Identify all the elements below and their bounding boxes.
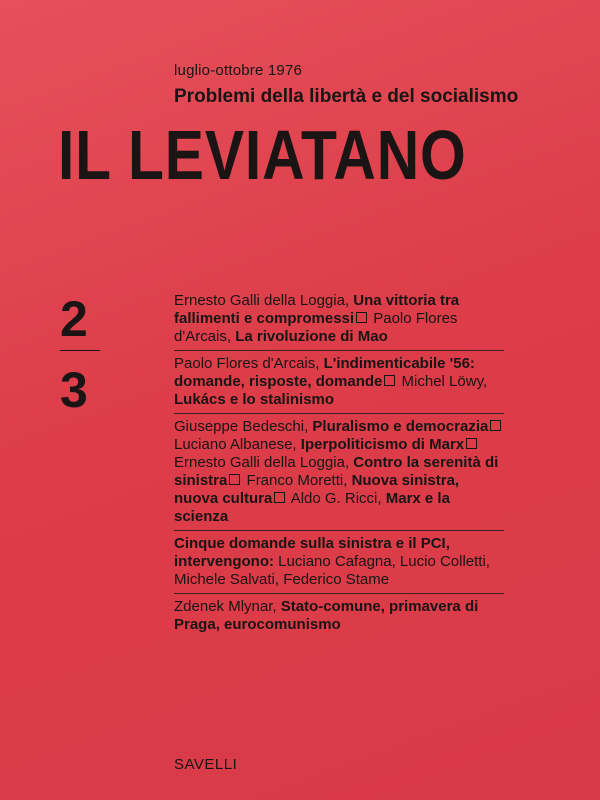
article-title: Stato-comune, primavera di Praga, eurocomunismo	[174, 598, 479, 633]
toc-entry	[174, 530, 504, 593]
issue-date: luglio-ottobre 1976	[174, 62, 303, 79]
article-title: La rivoluzione di Mao	[235, 328, 388, 345]
author-name: Zdenek Mlynar,	[174, 598, 281, 615]
article-title: Cinque domande sulla sinistra e il PCI, intervengono:	[174, 535, 450, 570]
author-name: Ernesto Galli della Loggia,	[174, 454, 354, 471]
author-name: Michel Löwy,	[397, 373, 488, 390]
toc-entry	[174, 593, 504, 638]
magazine-title: IL LEVIATANO	[58, 116, 467, 194]
author-name: Paolo Flores d'Arcais,	[174, 355, 324, 372]
issue-number-divider	[60, 350, 100, 351]
issue-number-top: 2	[60, 291, 88, 347]
article-title: Una vittoria tra fallimenti e compromessi	[174, 292, 460, 327]
author-name: Luciano Albanese,	[174, 436, 301, 453]
article-title: Pluralismo e democrazia	[312, 418, 489, 435]
separator-box-icon	[229, 474, 240, 485]
author-name: Aldo G. Ricci,	[287, 490, 386, 507]
table-of-contents	[174, 292, 504, 638]
article-title: Contro la serenità di sinistra	[174, 454, 499, 489]
magazine-subtitle: Problemi della libertà e del socialismo	[174, 86, 519, 107]
issue-number	[60, 291, 110, 418]
author-name: Luciano Cafagna, Lucio Colletti, Michele Salvati, Federico Stame	[174, 553, 490, 588]
article-title: L'indimenticabile '56: domande, risposte, domande	[174, 355, 475, 390]
toc-entry	[174, 350, 504, 413]
author-name: Paolo Flores d'Arcais,	[174, 310, 458, 345]
separator-box-icon	[466, 438, 477, 449]
author-name: Ernesto Galli della Loggia,	[174, 292, 354, 309]
issue-number-bottom: 3	[60, 362, 88, 418]
separator-box-icon	[384, 375, 395, 386]
toc-entry	[174, 292, 504, 350]
separator-box-icon	[356, 312, 367, 323]
separator-box-icon	[490, 420, 501, 431]
article-title: Iperpoliticismo di Marx	[300, 436, 465, 453]
article-title: Marx e la scienza	[174, 490, 450, 525]
publisher-name: SAVELLI	[174, 756, 238, 773]
toc-entry	[174, 413, 504, 530]
article-title: Lukács e lo stalinismo	[174, 391, 335, 408]
author-name: Giuseppe Bedeschi,	[174, 418, 313, 435]
author-name: Franco Moretti,	[242, 472, 352, 489]
article-title: Nuova sinistra, nuova cultura	[174, 472, 460, 507]
separator-box-icon	[274, 492, 285, 503]
